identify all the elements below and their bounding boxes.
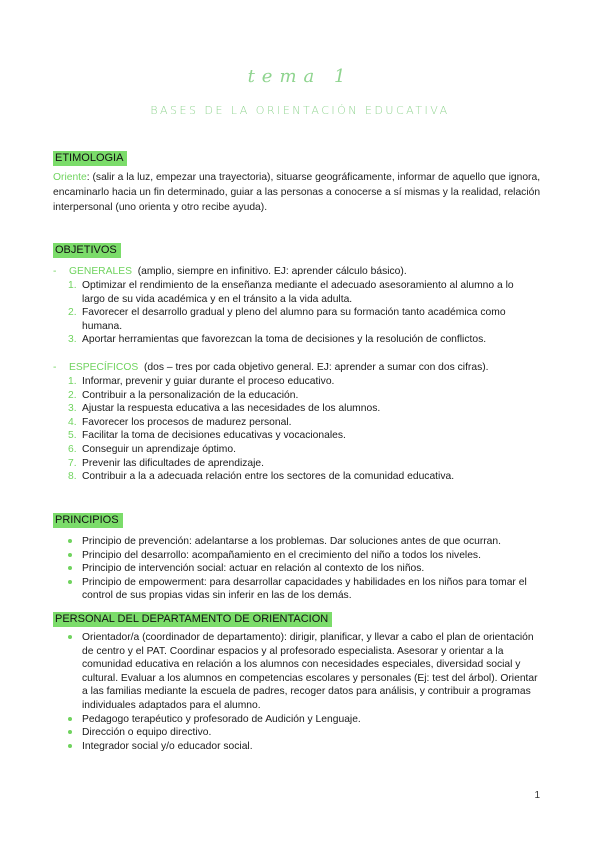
etimologia-term: Oriente: [53, 172, 87, 183]
item-text: Favorecer los procesos de madurez personal.: [82, 416, 292, 428]
bullet-item: Principio de prevención: adelantarse a los problemas. Dar soluciones antes de que ocurran.: [66, 535, 538, 549]
generales-list: [68, 279, 538, 347]
generales-note: (amplio, siempre en infinitivo. EJ: aprender cálculo básico).: [137, 266, 407, 277]
objective-item: [68, 279, 538, 306]
especificos-heading: ESPECÍFICOS: [69, 362, 139, 373]
bullet-item: Pedagogo terapéutico y profesorado de Audición y Lenguaje.: [66, 713, 538, 727]
bullet-item: Principio de empowerment: para desarrollar capacidades y habilidades en los niños para tomar el control de sus propias vidas sin inferir en las de los demás.: [66, 576, 538, 603]
principios-list: [66, 535, 538, 603]
item-number: 3.: [68, 334, 77, 346]
etimologia-paragraph: [53, 170, 543, 216]
dash-marker: -: [53, 362, 57, 373]
section-label-objetivos: OBJETIVOS: [53, 243, 121, 258]
bullet-item: Principio del desarrollo: acompañamiento en el crecimiento del niño a todos los niveles.: [66, 549, 538, 563]
item-text: Ajustar la respuesta educativa a las necesidades de los alumnos.: [82, 403, 381, 415]
item-text: Prevenir las dificultades de aprendizaje.: [82, 457, 265, 469]
bullet-item: Dirección o equipo directivo.: [66, 726, 538, 740]
item-number: 1.: [68, 280, 77, 291]
generales-heading: GENERALES: [69, 266, 132, 277]
item-number: 1.: [68, 376, 77, 387]
section-label-etimologia: ETIMOLOGIA: [53, 151, 127, 166]
especificos-note: (dos – tres por cada objetivo general. EJ: aprender a sumar con dos cifras).: [143, 362, 489, 373]
especificos-heading-line: [53, 360, 489, 375]
objective-item: [68, 457, 538, 471]
item-text: Optimizar el rendimiento de la enseñanza mediante el adecuado asesoramiento al alumno a lo largo de su vida académica y en el tránsito a la vida adulta.: [82, 280, 514, 305]
objective-item: [68, 443, 538, 457]
especificos-list: [68, 375, 538, 484]
bullet-item: Integrador social y/o educador social.: [66, 740, 538, 754]
personal-list: [66, 631, 538, 753]
objective-item: [68, 333, 538, 347]
item-number: 2.: [68, 389, 77, 401]
item-text: Contribuir a la personalización de la educación.: [82, 389, 299, 401]
dash-marker: -: [53, 266, 57, 277]
section-label-personal: PERSONAL DEL DEPARTAMENTO DE ORIENTACION: [53, 612, 332, 627]
objective-item: [68, 470, 538, 484]
generales-heading-line: [53, 264, 407, 279]
page-title: tema 1: [247, 66, 353, 87]
item-number: 5.: [68, 430, 77, 442]
item-text: Facilitar la toma de decisiones educativas y vocacionales.: [82, 430, 346, 442]
page-number: 1: [534, 790, 540, 801]
etimologia-text: : (salir a la luz, empezar una trayectoria), situarse geográficamente, informar de aquello que ignora, encaminarlo hacia un fin determinado, guiar a las personas a conocerse a sí mismas y la realidad, relación interpersonal (uno orienta y otro recibe ayuda).: [53, 172, 541, 214]
section-label-principios: PRINCIPIOS: [53, 513, 123, 528]
item-text: Informar, prevenir y guiar durante el proceso educativo.: [82, 376, 335, 387]
page-subtitle: BASES DE LA ORIENTACIÓN EDUCATIVA: [150, 104, 450, 117]
objective-item: [68, 429, 538, 443]
bullet-item: Principio de intervención social: actuar en relación al contexto de los niños.: [66, 562, 538, 576]
item-text: Favorecer el desarrollo gradual y pleno del alumno para su formación tanto académica como humana.: [82, 307, 506, 332]
objective-item: [68, 306, 538, 333]
item-number: 3.: [68, 403, 77, 415]
objective-item: [68, 375, 538, 389]
objective-item: [68, 416, 538, 430]
item-text: Aportar herramientas que favorezcan la toma de decisiones y la resolución de conflictos.: [82, 334, 487, 346]
item-number: 2.: [68, 307, 77, 319]
item-number: 8.: [68, 471, 77, 483]
item-number: 4.: [68, 416, 77, 428]
bullet-item: Orientador/a (coordinador de departamento): dirigir, planificar, y llevar a cabo el plan de orientación de centro y el PAT. Coordinar espacios y al profesorado especialista. Asesorar y orientar a la comunidad educativa en relación a los alumnos con necesidades especiales, diversidad social y cultural. Evaluar a los alumnos en competencias escolares y personales (Ej: test del árbol). Orientar a las familias mediante la escuela de padres, recoger datos para análisis, y contribuir a programas individuales adaptados para el alumno.: [66, 631, 538, 713]
objective-item: [68, 402, 538, 416]
objective-item: [68, 389, 538, 403]
item-text: Conseguir un aprendizaje óptimo.: [82, 443, 236, 455]
item-text: Contribuir a la a adecuada relación entre los sectores de la comunidad educativa.: [82, 471, 455, 483]
item-number: 7.: [68, 457, 77, 469]
item-number: 6.: [68, 443, 77, 455]
